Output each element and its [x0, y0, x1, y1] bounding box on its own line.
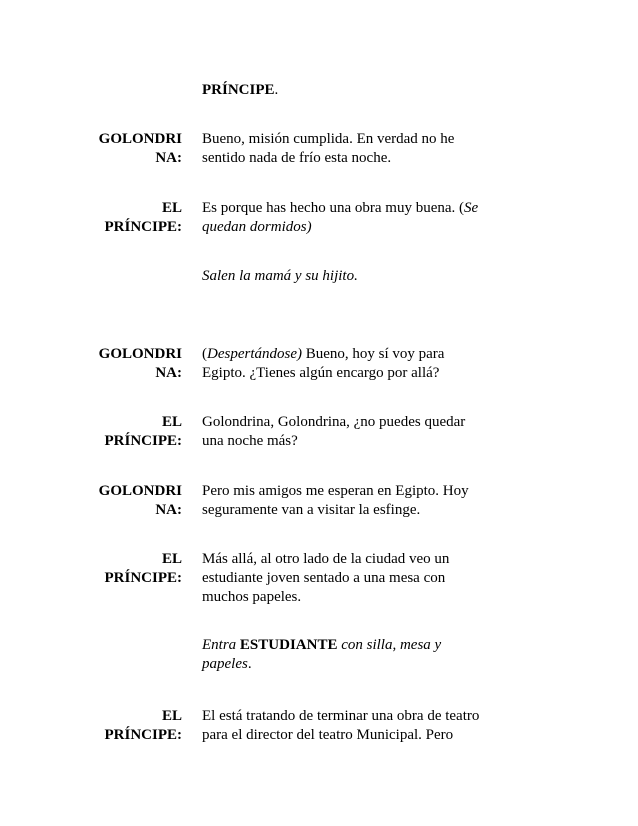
text-line	[202, 81, 492, 100]
text-line: Más allá, al otro lado de la ciudad veo un	[202, 551, 450, 567]
text-run: PRÍNCIPE	[202, 82, 275, 98]
speaker-line: GOLONDRI	[98, 346, 182, 362]
text-run: .	[247, 656, 252, 672]
speaker-name	[92, 345, 182, 383]
speaker-line: EL	[161, 414, 182, 430]
text-line: muchos papeles.	[202, 589, 302, 605]
line-text	[202, 707, 492, 745]
text-line	[202, 655, 492, 674]
line-text	[202, 413, 492, 451]
text-run: ESTUDIANTE	[239, 637, 338, 653]
text-line: quedan dormidos)	[202, 219, 312, 235]
speaker-line: NA:	[155, 502, 182, 518]
text-line	[202, 199, 492, 218]
speaker-name	[92, 482, 182, 520]
text-run: con silla, mesa y	[337, 637, 442, 653]
text-line: Salen la mamá y su hijito.	[202, 268, 358, 284]
text-run: Es porque has hecho una obra muy buena. (	[202, 200, 465, 216]
speaker-name	[92, 550, 182, 588]
text-line	[202, 636, 492, 655]
text-run: papeles	[202, 656, 248, 672]
speaker-line: EL	[161, 200, 182, 216]
text-line: estudiante joven sentado a una mesa con	[202, 570, 446, 586]
line-text	[202, 81, 492, 100]
text-run: Despertándose)	[207, 346, 302, 362]
line-text	[202, 199, 492, 237]
speaker-line: GOLONDRI	[98, 483, 182, 499]
speaker-line: EL	[161, 551, 182, 567]
speaker-line: EL	[161, 708, 182, 724]
line-text	[202, 636, 492, 674]
text-line: sentido nada de frío esta noche.	[202, 150, 392, 166]
text-line: Egipto. ¿Tienes algún encargo por allá?	[202, 365, 440, 381]
line-text	[202, 482, 492, 520]
text-line: El está tratando de terminar una obra de teatro	[202, 708, 480, 724]
speaker-line: PRÍNCIPE:	[104, 433, 182, 449]
speaker-name	[92, 413, 182, 451]
text-line: para el director del teatro Municipal. Pero	[202, 727, 454, 743]
speaker-line: NA:	[155, 365, 182, 381]
speaker-line: NA:	[155, 150, 182, 166]
speaker-line: PRÍNCIPE:	[104, 570, 182, 586]
speaker-line: PRÍNCIPE:	[104, 727, 182, 743]
text-run: (	[202, 346, 207, 362]
speaker-name	[92, 130, 182, 168]
line-text	[202, 550, 492, 607]
text-line: Bueno, misión cumplida. En verdad no he	[202, 131, 455, 147]
text-run: Entra	[202, 637, 240, 653]
line-text	[202, 130, 492, 168]
text-run: .	[274, 82, 279, 98]
text-run: Se	[464, 200, 479, 216]
line-text	[202, 267, 492, 286]
speaker-line: PRÍNCIPE:	[104, 219, 182, 235]
text-line: Golondrina, Golondrina, ¿no puedes quedar	[202, 414, 466, 430]
text-line	[202, 345, 492, 364]
speaker-name	[92, 707, 182, 745]
line-text	[202, 345, 492, 383]
text-run: Bueno, hoy sí voy para	[301, 346, 445, 362]
text-line: seguramente van a visitar la esfinge.	[202, 502, 421, 518]
text-line: Pero mis amigos me esperan en Egipto. Hoy	[202, 483, 469, 499]
speaker-name	[92, 199, 182, 237]
speaker-line: GOLONDRI	[98, 131, 182, 147]
text-line: una noche más?	[202, 433, 298, 449]
